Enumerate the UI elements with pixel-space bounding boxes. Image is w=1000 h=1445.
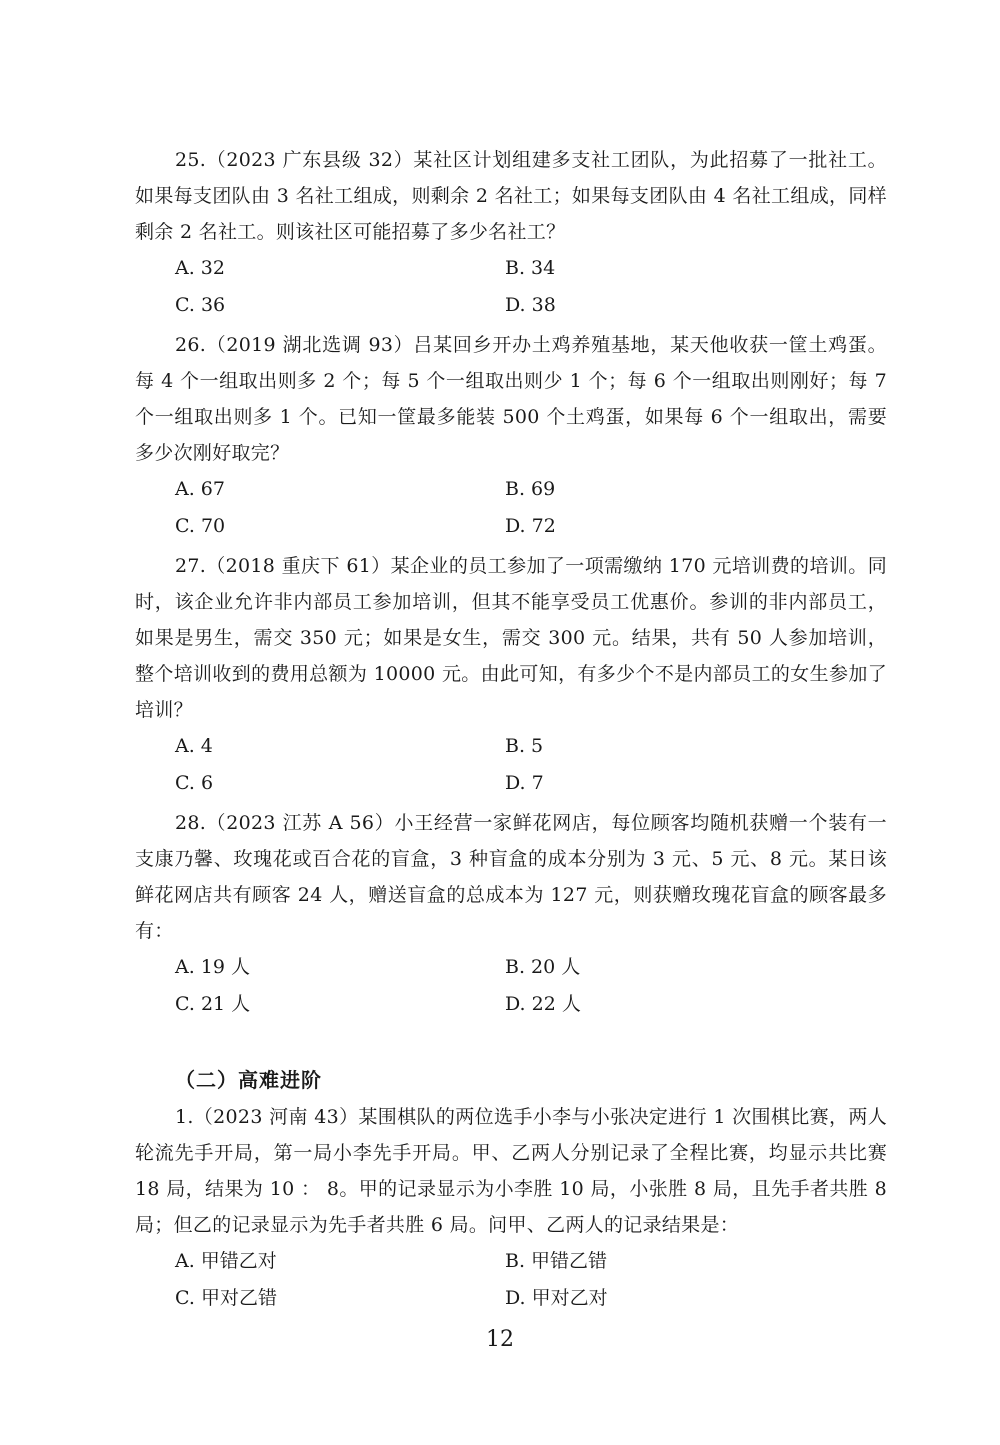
option-d: D. 38	[505, 294, 556, 316]
option-a: A. 32	[175, 257, 225, 279]
option-a: A. 19 人	[175, 956, 251, 978]
option-c: C. 甲对乙错	[175, 1287, 277, 1309]
option-d: D. 甲对乙对	[505, 1287, 608, 1309]
question-advanced-1-options	[175, 1243, 887, 1317]
option-a: A. 67	[175, 478, 225, 500]
option-b: B. 5	[505, 735, 544, 757]
question-26	[135, 327, 887, 545]
question-26-text: 26.（2019 湖北选调 93）吕某回乡开办土鸡养殖基地，某天他收获一筐土鸡蛋。每 4 个一组取出则多 2 个；每 5 个一组取出则少 1 个；每 6 个一组取出则刚好；每 7 个一组取出则多 1 个。已知一筐最多能装 500 个土鸡蛋，如果每 6 个一组取出，需要多少次刚好取完？	[135, 334, 887, 464]
option-b: B. 34	[505, 257, 556, 279]
option-d: D. 22 人	[505, 993, 581, 1015]
option-a: A. 甲错乙对	[175, 1250, 277, 1272]
option-d: D. 7	[505, 772, 544, 794]
section-heading: （二）高难进阶	[175, 1068, 322, 1092]
question-25	[135, 142, 887, 324]
question-28-options	[175, 949, 887, 1023]
option-b: B. 69	[505, 478, 556, 500]
question-advanced-1	[135, 1099, 887, 1317]
option-b: B. 甲错乙错	[505, 1250, 608, 1272]
question-25-text: 25.（2023 广东县级 32）某社区计划组建多支社工团队，为此招募了一批社工。如果每支团队由 3 名社工组成，则剩余 2 名社工；如果每支团队由 4 名社工组成，同样剩余 2 名社工。则该社区可能招募了多少名社工？	[135, 149, 887, 243]
option-c: C. 6	[175, 772, 214, 794]
option-c: C. 36	[175, 294, 226, 316]
page-number: 12	[486, 1327, 514, 1352]
question-advanced-1-text: 1.（2023 河南 43）某围棋队的两位选手小李与小张决定进行 1 次围棋比赛，两人轮流先手开局，第一局小李先手开局。甲、乙两人分别记录了全程比赛，均显示共比赛 18 局，结果为 10 ： 8。甲的记录显示为小李胜 10 局，小张胜 8 局，且先手者共胜 8 局；但乙的记录显示为先手者共胜 6 局。问甲、乙两人的记录结果是：	[135, 1106, 887, 1236]
option-c: C. 70	[175, 515, 226, 537]
question-27-text: 27.（2018 重庆下 61）某企业的员工参加了一项需缴纳 170 元培训费的培训。同时，该企业允许非内部员工参加培训，但其不能享受员工优惠价。参训的非内部员工，如果是男生，需交 350 元；如果是女生，需交 300 元。结果，共有 50 人参加培训，整个培训收到的费用总额为 10000 元。由此可知，有多少个不是内部员工的女生参加了培训？	[135, 555, 887, 721]
option-c: C. 21 人	[175, 993, 251, 1015]
option-d: D. 72	[505, 515, 556, 537]
option-b: B. 20 人	[505, 956, 581, 978]
question-28-text: 28.（2023 江苏 A 56）小王经营一家鲜花网店，每位顾客均随机获赠一个装有一支康乃馨、玫瑰花或百合花的盲盒，3 种盲盒的成本分别为 3 元、5 元、8 元。某日该鲜花网店共有顾客 24 人，赠送盲盒的总成本为 127 元，则获赠玫瑰花盲盒的顾客最多有：	[135, 812, 887, 942]
question-26-options	[175, 471, 887, 545]
question-25-options	[175, 250, 887, 324]
question-27	[135, 548, 887, 802]
question-28	[135, 805, 887, 1023]
question-27-options	[175, 728, 887, 802]
option-a: A. 4	[175, 735, 213, 757]
